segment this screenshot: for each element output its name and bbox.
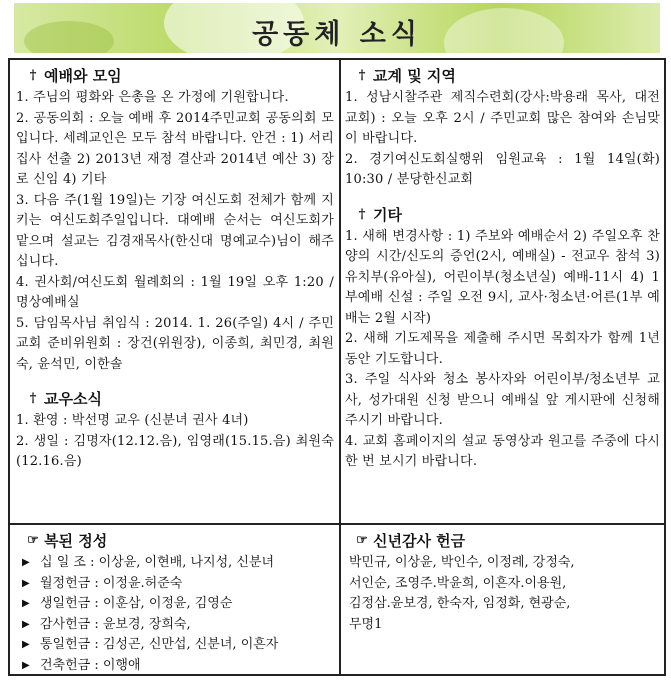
list-item: ▶ 십 일 조 : 이상윤, 이현배, 나지성, 신분녀	[22, 553, 334, 574]
triangle-bullet-icon: ▶	[22, 557, 30, 568]
list-item: ▶ 건축헌금 : 이행애	[22, 656, 334, 677]
offering-list	[22, 553, 334, 676]
section-heading-etc	[351, 203, 660, 227]
list-item: 1. 주님의 평화와 은총을 온 가정에 기원합니다.	[16, 90, 289, 105]
list-item: 1. 환영 : 박선명 교우 (신분녀 권사 4녀)	[16, 413, 249, 428]
section-title: 복된 정성	[44, 532, 108, 550]
list-item: 3. 주일 식사와 청소 봉사자와 어린이부/청소년부 교사, 성가대원 신청 받으니 예배실 앞 게시판에 신청해주시기 바랍니다.	[345, 372, 660, 428]
right-column	[345, 62, 660, 473]
left-column	[16, 62, 334, 473]
section-title: 기타	[373, 205, 402, 224]
list-item: ▶ 생일헌금 : 이훈삼, 이정윤, 김영순	[22, 594, 334, 615]
donor-line: 김정삼.윤보경, 한숙자, 임정화, 현광순,	[349, 596, 571, 611]
row-divider	[8, 523, 666, 525]
region-list	[345, 88, 660, 191]
pointing-hand-icon: ☞	[356, 533, 368, 548]
etc-list	[345, 227, 660, 473]
list-item: 1. 성남시찰주관 제직수련회(강사:박용래 목사, 대전 교회) : 오늘 오후 2시 / 주민교회 많은 참여와 손님맞이 바랍니다.	[345, 90, 660, 146]
triangle-bullet-icon: ▶	[22, 639, 30, 650]
list-item: 5. 담임목사님 취임식 : 2014. 1. 26(주일) 4시 / 주민교회 준비위원회 : 장건(위원장), 이종희, 최민경, 최원숙, 윤석민, 이한솔	[16, 315, 334, 372]
section-title: 교계 및 지역	[373, 67, 456, 85]
triangle-bullet-icon: ▶	[22, 598, 30, 609]
newyear-offering-section	[345, 527, 660, 635]
section-heading-region	[351, 64, 660, 88]
page-title: 공동체 소식	[252, 19, 422, 50]
list-item: 2. 경기여신도회실행위 임원교육 : 1월 14일(화) 10:30 / 분당한신교회	[345, 151, 660, 187]
worship-list	[16, 88, 334, 375]
section-title: 신년감사 헌금	[373, 532, 466, 550]
list-item: 2. 생일 : 김명자(12.12.음), 임영래(15.15.음) 최원숙(12.16.음)	[16, 433, 334, 469]
triangle-bullet-icon: ▶	[22, 618, 30, 630]
list-item: ▶ 통일헌금 : 김성곤, 신만섭, 신분녀, 이흔자	[22, 635, 334, 656]
list-item: 2. 새해 기도제목을 제출해 주시면 목회자가 함께 1년 동안 기도합니다.	[345, 331, 660, 367]
triangle-bullet-icon: ▶	[22, 659, 30, 671]
dagger-icon: †	[358, 206, 366, 222]
section-title: 예배와 모임	[44, 67, 122, 85]
dagger-icon: †	[358, 68, 366, 83]
dagger-icon: †	[29, 68, 37, 83]
section-heading-worship	[22, 64, 334, 88]
teachers-list	[16, 411, 334, 473]
triangle-bullet-icon: ▶	[22, 577, 30, 589]
donor-line: 무명1	[349, 616, 383, 632]
title-banner	[14, 3, 660, 53]
dagger-icon: †	[29, 391, 37, 406]
list-item: 4. 권사회/여신도회 월례회의 : 1월 19일 오후 1:20 / 명상예배실	[16, 274, 334, 310]
column-divider	[339, 58, 341, 676]
list-item: ▶ 월정헌금 : 이정윤.허준숙	[22, 574, 334, 595]
section-heading-offering	[22, 529, 334, 553]
list-item: 4. 교회 홈페이지의 설교 동영상과 원고를 주중에 다시 한 번 보시기 바랍니다.	[345, 433, 660, 469]
section-heading-newyear	[351, 529, 660, 553]
list-item: 3. 다음 주(1월 19일)는 기장 여신도회 전체가 함께 지키는 여신도회주일입니다. 대예배 순서는 여신도회가 맡으며 설교는 김경재목사(한신대 명예교수)님이 해주십니다.	[16, 192, 334, 269]
list-item: 2. 공동의회 : 오늘 예배 후 2014주민교회 공동의회 모입니다. 세례교인은 모두 참석 바랍니다. 안건 : 1) 서리집사 선출 2) 2013년 재정 결산과 2014년 예산 3) 장로 신임 4) 기타	[16, 110, 334, 187]
donor-line: 서인순, 조영주.박윤희, 이흔자.이용원,	[349, 575, 567, 591]
pointing-hand-icon: ☞	[27, 533, 39, 548]
section-heading-teachers	[22, 387, 334, 411]
list-item: 1. 새해 변경사항 : 1) 주보와 예배순서 2) 주일오후 찬양의 시간/신도의 증언(2시, 예배실) - 전교우 참석 3) 유치부(유아실), 어린이부(청소년실) 예배-11시 4) 1부예배 신설 : 주일 오전 9시, 교사·청소년·어른(1부 예배는 2월 시작)	[345, 228, 660, 326]
section-title: 교우소식	[44, 390, 102, 408]
donor-line: 박민규, 이상윤, 박인수, 이정례, 강정숙,	[349, 555, 575, 570]
list-item: ▶ 감사헌금 : 윤보경, 장희숙,	[22, 615, 334, 636]
offering-section	[16, 527, 334, 676]
